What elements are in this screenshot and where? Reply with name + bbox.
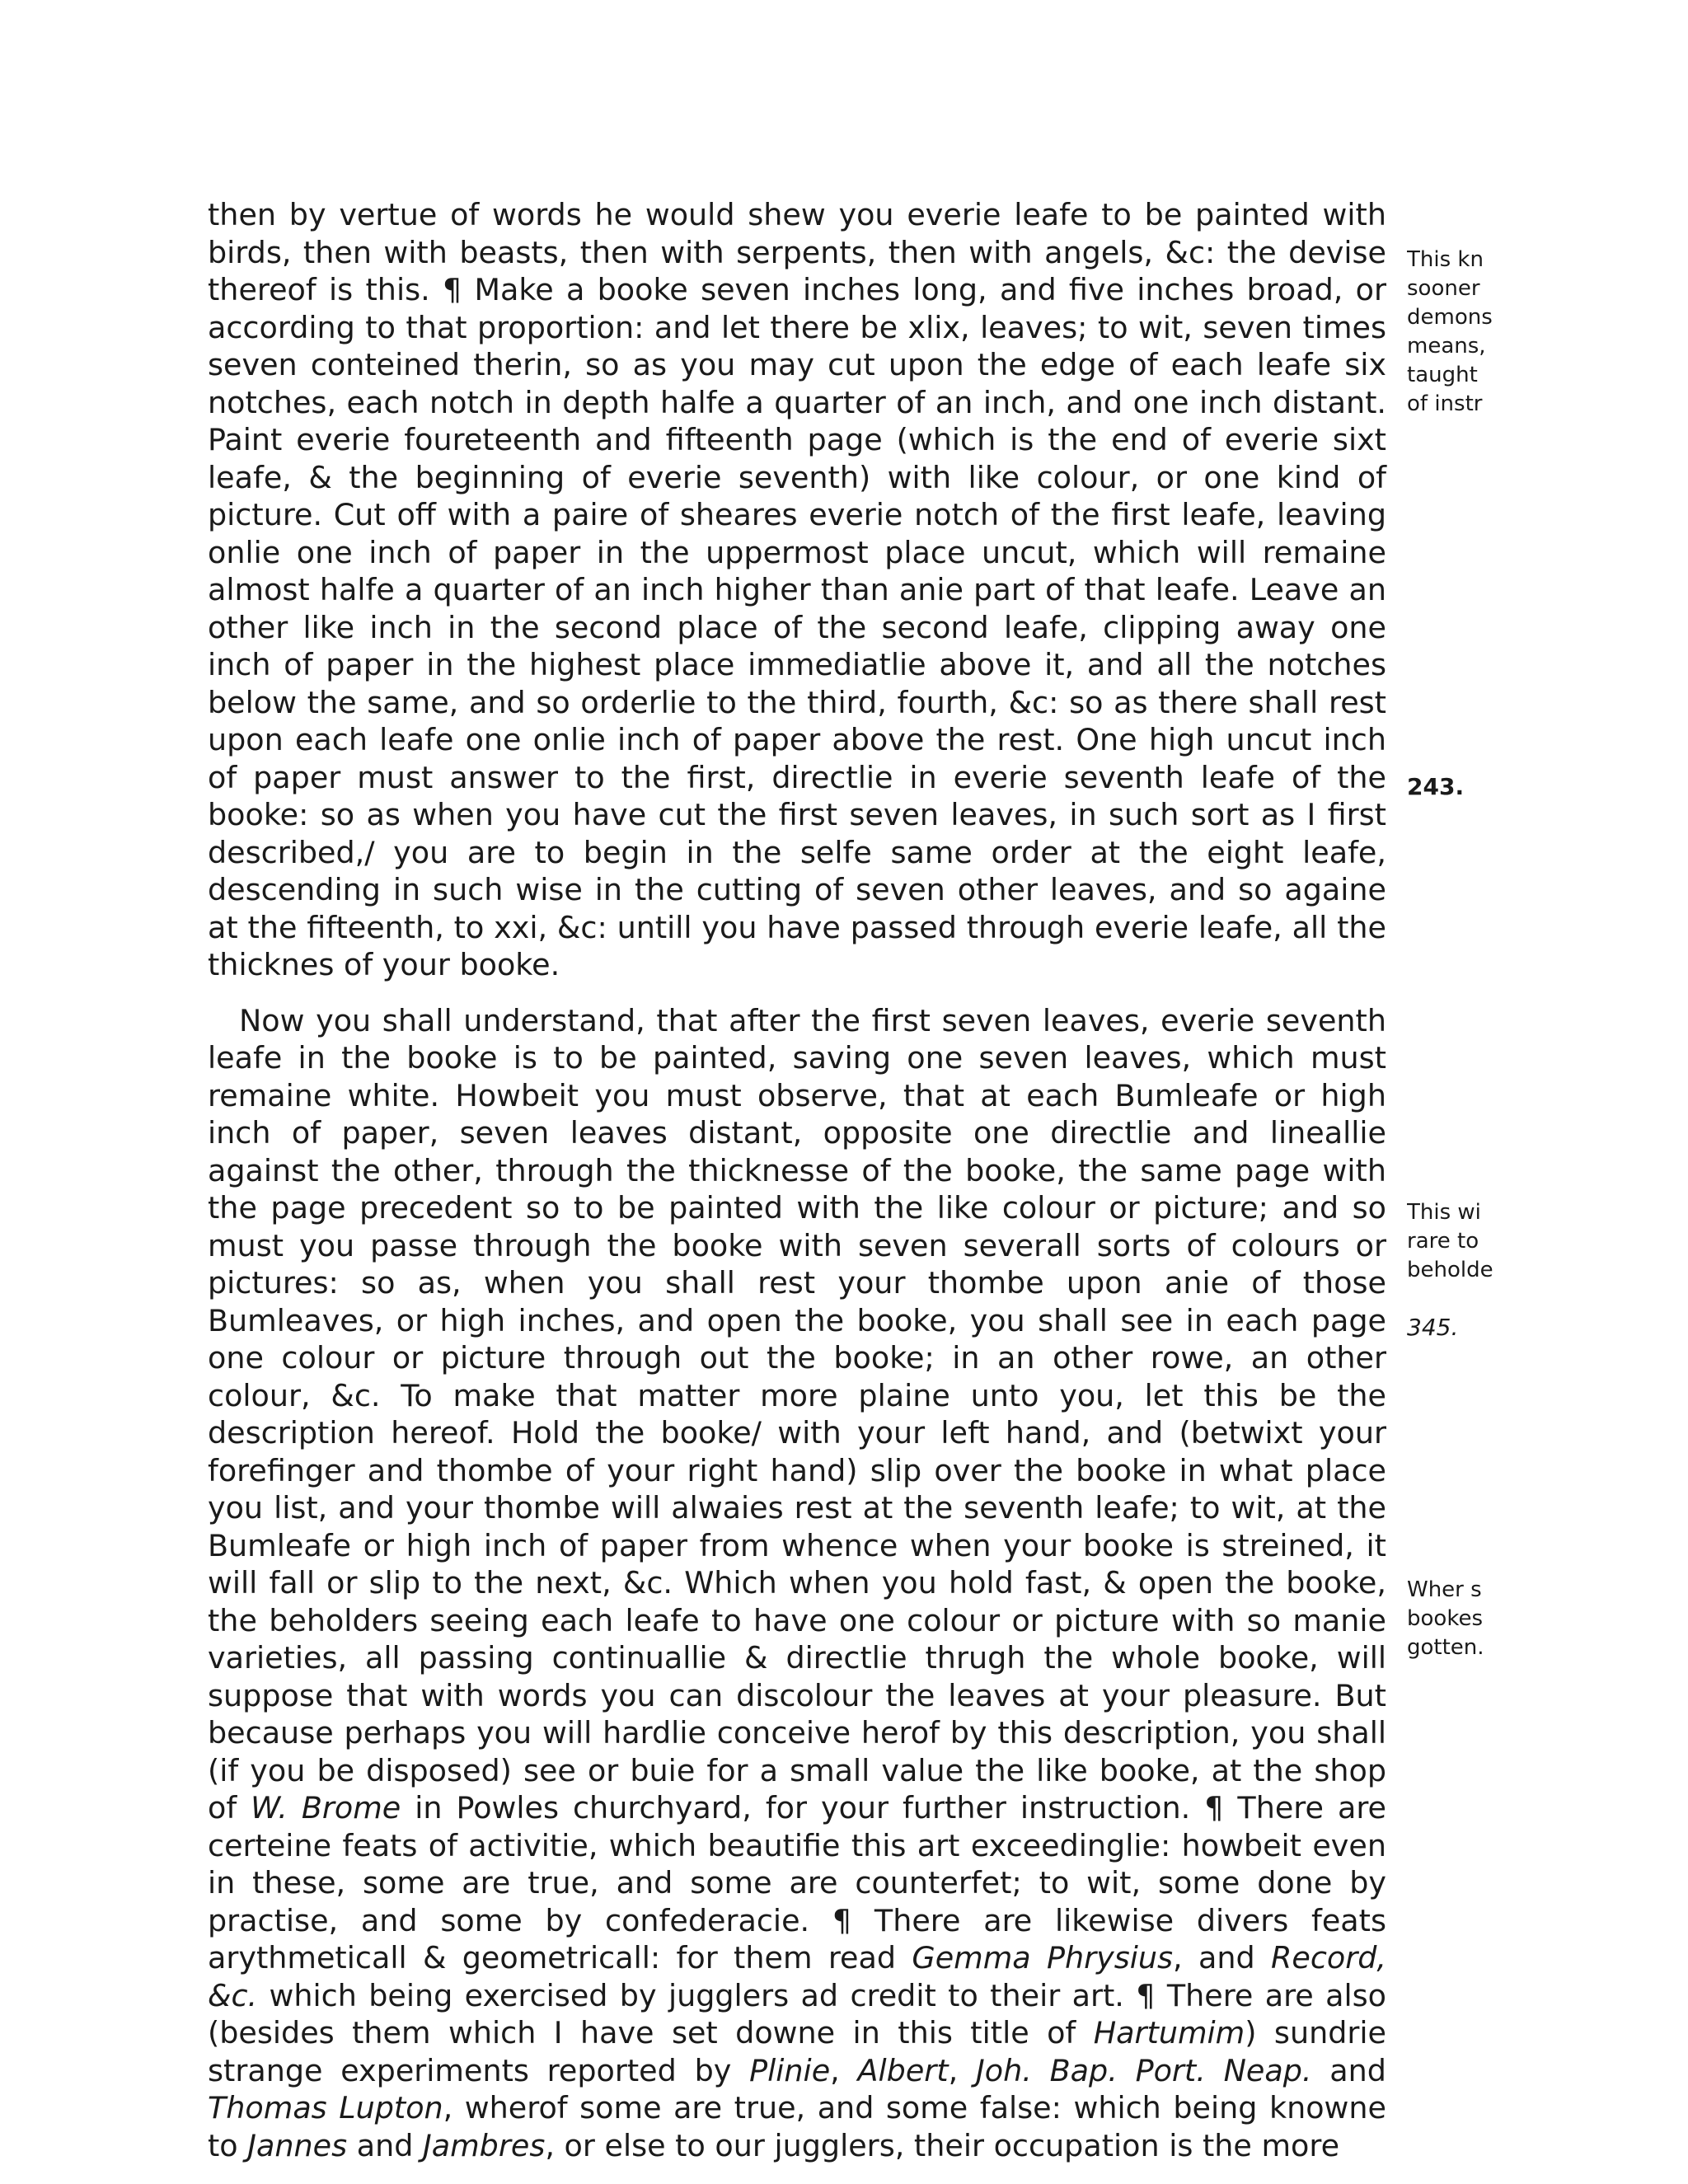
margin-note-line: of instr (1407, 391, 1483, 416)
margin-note-line: This kn (1407, 247, 1484, 272)
margin-note-line: Wher s (1407, 1577, 1482, 1602)
margin-column (1407, 0, 1688, 2184)
italic-text-run: Gemma Phrysius (912, 1940, 1174, 1975)
text-run: , (830, 2052, 858, 2088)
italic-text-run: Jambres (423, 2127, 546, 2163)
margin-note-line: demons (1407, 305, 1493, 330)
page-number-345: 345. (1407, 1314, 1459, 1341)
margin-note-2 (1407, 1198, 1493, 1285)
paragraph-1 (208, 196, 1386, 984)
italic-text-run: Jannes (247, 2127, 348, 2163)
italic-text-run: Albert (857, 2052, 949, 2088)
margin-note-line: gotten. (1407, 1635, 1484, 1660)
main-text-column (208, 196, 1386, 2164)
text-run: Now you shall understand, that after the first seven leaves, everie seventh leafe in the booke is to be painted, saving one seven leaves, which must remaine white. Howbeit you must observe, that at each Bumleafe or high inch of paper, seven leaves distant, opposite one directlie and lineallie against the other, through the thicknesse of the booke, the same page with the page precedent so to be painted with the like colour or picture; and so must you passe through the booke with seven severall sorts of colours or pictures: so as, when you shall rest your thombe upon anie of those Bumleaves, or high inches, and open the booke, you shall see in each page one colour or picture through out the booke; in an other rowe, an other colour, &c. To make that matter more plaine unto you, let this be the description hereof. Hold the booke/ with your left hand, and (betwixt your forefinger and thombe of your right hand) slip over the booke in what place you list, and your thombe will alwaies rest at the seventh leafe; to wit, at the Bumleafe or high inch of paper from whence when your booke is streined, it will fall or slip to the next, &c. Which when you hold fast, & open the booke, the beholders seeing each leafe to have one colour or picture with so manie varieties, all passing continuallie & directlie thrugh the whole booke, will suppose that with words you can discolour the leaves at your pleasure. But because perhaps you will hardlie conceive herof by this description, you shall (if you be disposed) see or buie for a small value the like booke, at the shop of (208, 1002, 1386, 1825)
text-run: then by vertue of words he would shew you everie leafe to be painted with birds, then with beasts, then with serpents, then with angels, &c: the devise thereof is this. ¶ Make a booke seven inches long, and five inches broad, or according to that proportion: and let there be xlix, leaves; to wit, seven times seven conteined therin, so as you may cut upon the edge of each leafe six notches, each notch in depth halfe a quarter of an inch, and one inch distant. Paint everie foureteenth and fifteenth page (which is the end of everie sixt leafe, & the beginning of everie seventh) with like colour, or one kind of picture. Cut off with a paire of sheares everie notch of the first leafe, leaving onlie one inch of paper in the uppermost place uncut, which will remaine almost halfe a quarter of an inch higher than anie part of that leafe. Leave an other like inch in the second place of the second leafe, clipping away one inch of paper in the highest place immediatlie above it, and all the notches below the same, and so orderlie to the third, fourth, &c: so as there shall rest upon each leafe one onlie inch of paper above the rest. One high uncut inch of paper must answer to the first, directlie in everie seventh leafe of the booke: so as when you have cut the first seven leaves, in such sort as I first described,/ you are to begin in the selfe same order at the eight leafe, descending in such wise in the cutting of seven other leaves, and so againe at the fifteenth, to xxi, &c: untill you have passed through everie leafe, all the thicknes of your booke. (208, 197, 1386, 982)
page-number-243: 243. (1407, 773, 1465, 800)
italic-text-run: W. Brome (251, 1790, 401, 1825)
text-run: , or else to our jugglers, their occupation is the more (545, 2127, 1340, 2163)
text-run: , and (1173, 1940, 1271, 1975)
italic-text-run: Record, &c. (208, 1940, 1386, 2013)
margin-note-line: means, (1407, 334, 1486, 359)
paragraph-2 (208, 1002, 1386, 2165)
text-run: , (948, 2052, 976, 2088)
margin-note-line: This wi (1407, 1200, 1481, 1225)
margin-note-line: sooner (1407, 276, 1480, 301)
italic-text-run: Thomas Lupton (208, 2090, 443, 2125)
text-run: ) sundrie strange experiments reported by (208, 2015, 1386, 2088)
text-run: , wherof some are true, and some false: which being knowne to (208, 2090, 1386, 2163)
italic-text-run: Hartumim (1093, 2015, 1245, 2050)
text-run: which being exercised by jugglers ad credit to their art. ¶ There are also (besides them which I have set downe in this title of (208, 1977, 1386, 2050)
margin-note-3 (1407, 1576, 1484, 1662)
margin-note-line: taught (1407, 363, 1478, 387)
margin-note-line: beholde (1407, 1258, 1493, 1282)
margin-note-1 (1407, 246, 1493, 419)
text-run: in Powles churchyard, for your further instruction. ¶ There are certeine feats of activitie, which beautifie this art exceedinglie: howbeit even in these, some are true, and some are counterfet; to wit, some done by practise, and some by confederacie. ¶ There are likewise divers feats arythmeticall & geometricall: for them read (208, 1790, 1386, 1975)
italic-text-run: Plinie (749, 2052, 831, 2088)
text-run: and (1311, 2052, 1386, 2088)
margin-note-line: rare to (1407, 1229, 1479, 1254)
italic-text-run: Joh. Bap. Port. Neap. (976, 2052, 1312, 2088)
margin-note-line: bookes (1407, 1606, 1483, 1631)
text-run: and (347, 2127, 423, 2163)
